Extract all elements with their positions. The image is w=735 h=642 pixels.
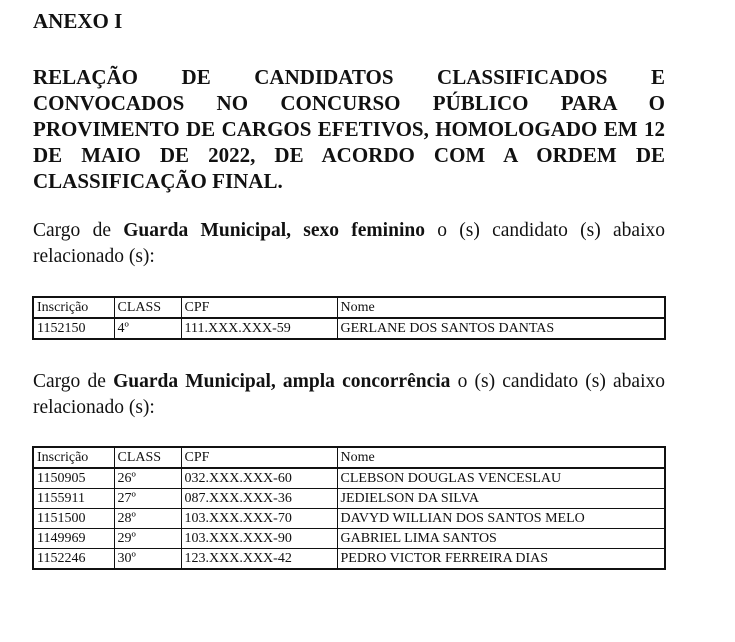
column-header-inscricao: Inscrição [33,447,114,468]
nome-cell: GERLANE DOS SANTOS DANTAS [337,318,665,339]
inscricao-cell: 1152150 [33,318,114,339]
nome-cell: DAVYD WILLIAN DOS SANTOS MELO [337,509,665,529]
inscricao-cell: 1150905 [33,468,114,489]
intro-suffix: o (s) candidato (s) abaixo relacionado (s): [33,371,665,418]
candidates-table-female [32,296,666,340]
class-cell: 27º [114,489,181,509]
column-header-cpf: CPF [181,447,337,468]
table-row [33,318,665,339]
table-row [33,549,665,570]
cpf-cell: 123.XXX.XXX-42 [181,549,337,570]
table-header-row [33,447,665,468]
table-row [33,529,665,549]
class-cell: 29º [114,529,181,549]
cpf-cell: 103.XXX.XXX-90 [181,529,337,549]
column-header-class: CLASS [114,447,181,468]
inscricao-cell: 1155911 [33,489,114,509]
cpf-cell: 103.XXX.XXX-70 [181,509,337,529]
inscricao-cell: 1149969 [33,529,114,549]
column-header-inscricao: Inscrição [33,297,114,318]
cpf-cell: 111.XXX.XXX-59 [181,318,337,339]
column-header-class: CLASS [114,297,181,318]
column-header-nome: Nome [337,297,665,318]
nome-cell: GABRIEL LIMA SANTOS [337,529,665,549]
table-row [33,468,665,489]
inscricao-cell: 1151500 [33,509,114,529]
cpf-cell: 032.XXX.XXX-60 [181,468,337,489]
table-header-row [33,297,665,318]
inscricao-cell: 1152246 [33,549,114,570]
column-header-nome: Nome [337,447,665,468]
column-header-cpf: CPF [181,297,337,318]
section-intro-general [33,369,665,421]
table-row [33,489,665,509]
candidates-table-general [32,446,666,570]
nome-cell: JEDIELSON DA SILVA [337,489,665,509]
intro-position: Guarda Municipal, sexo feminino [123,220,425,241]
class-cell: 28º [114,509,181,529]
intro-position: Guarda Municipal, ampla concorrência [113,371,451,392]
intro-suffix: o (s) candidato (s) abaixo relacionado (s): [33,220,665,267]
nome-cell: CLEBSON DOUGLAS VENCESLAU [337,468,665,489]
document-heading: RELAÇÃO DE CANDIDATOS CLASSIFICADOS E CONVOCADOS NO CONCURSO PÚBLICO PARA O PROVIMENTO DE CARGOS EFETIVOS, HOMOLOGADO EM 12 DE MAIO DE 2022, DE ACORDO COM A ORDEM DE CLASSIFICAÇÃO FINAL. [33,65,665,193]
cpf-cell: 087.XXX.XXX-36 [181,489,337,509]
class-cell: 30º [114,549,181,570]
annex-title: ANEXO I [33,9,123,33]
class-cell: 4º [114,318,181,339]
section-intro-female [33,218,665,270]
class-cell: 26º [114,468,181,489]
intro-prefix: Cargo de [33,371,114,392]
table-row [33,509,665,529]
intro-prefix: Cargo de [33,220,124,241]
nome-cell: PEDRO VICTOR FERREIRA DIAS [337,549,665,570]
